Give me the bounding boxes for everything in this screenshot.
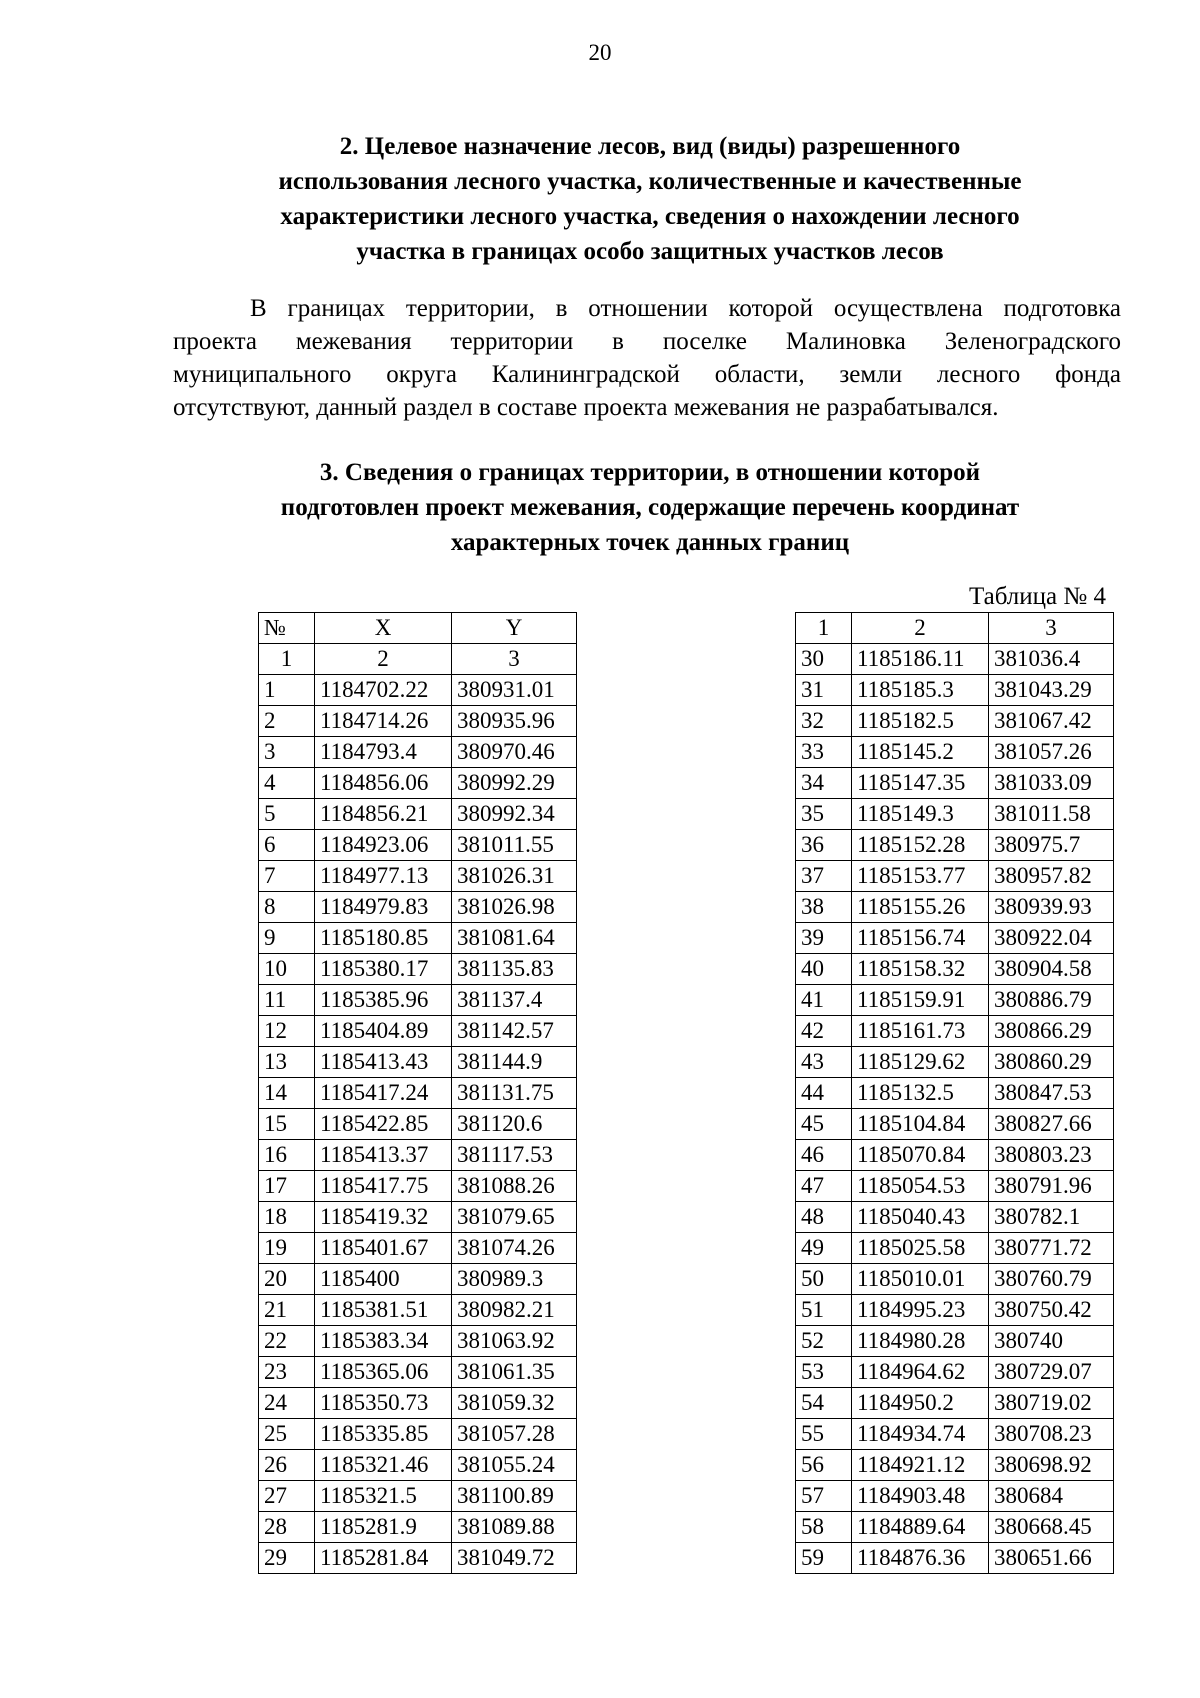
x-coordinate-cell: 1184934.74 bbox=[852, 1419, 989, 1450]
x-coordinate-cell: 1185281.84 bbox=[315, 1543, 452, 1574]
x-coordinate-cell: 1185182.5 bbox=[852, 706, 989, 737]
table-row bbox=[259, 1016, 577, 1047]
table-row bbox=[796, 799, 1114, 830]
y-coordinate-cell: 380782.1 bbox=[989, 1202, 1114, 1233]
x-coordinate-cell: 1185385.96 bbox=[315, 985, 452, 1016]
y-coordinate-cell: 380982.21 bbox=[452, 1295, 577, 1326]
point-number-cell: 59 bbox=[796, 1543, 852, 1574]
y-coordinate-cell: 381067.42 bbox=[989, 706, 1114, 737]
coordinates-table-right bbox=[795, 612, 1114, 1574]
section-2-heading-line: 2. Целевое назначение лесов, вид (виды) разрешенного bbox=[339, 133, 961, 160]
table-row bbox=[259, 1419, 577, 1450]
table-row bbox=[259, 1388, 577, 1419]
y-coordinate-cell: 381011.55 bbox=[452, 830, 577, 861]
header-cell-x: X bbox=[315, 613, 452, 644]
subheader-cell: 2 bbox=[315, 644, 452, 675]
table-row bbox=[259, 1481, 577, 1512]
point-number-cell: 41 bbox=[796, 985, 852, 1016]
x-coordinate-cell: 1185422.85 bbox=[315, 1109, 452, 1140]
point-number-cell: 58 bbox=[796, 1512, 852, 1543]
table-row bbox=[259, 892, 577, 923]
y-coordinate-cell: 381011.58 bbox=[989, 799, 1114, 830]
y-coordinate-cell: 380992.29 bbox=[452, 768, 577, 799]
y-coordinate-cell: 381117.53 bbox=[452, 1140, 577, 1171]
y-coordinate-cell: 380651.66 bbox=[989, 1543, 1114, 1574]
table-header-row bbox=[259, 613, 577, 644]
x-coordinate-cell: 1185417.75 bbox=[315, 1171, 452, 1202]
point-number-cell: 9 bbox=[259, 923, 315, 954]
point-number-cell: 20 bbox=[259, 1264, 315, 1295]
point-number-cell: 56 bbox=[796, 1450, 852, 1481]
x-coordinate-cell: 1185419.32 bbox=[315, 1202, 452, 1233]
table-row bbox=[796, 1450, 1114, 1481]
point-number-cell: 5 bbox=[259, 799, 315, 830]
table-row bbox=[259, 954, 577, 985]
y-coordinate-cell: 380970.46 bbox=[452, 737, 577, 768]
point-number-cell: 8 bbox=[259, 892, 315, 923]
header-cell: 2 bbox=[852, 613, 989, 644]
y-coordinate-cell: 380957.82 bbox=[989, 861, 1114, 892]
table-row bbox=[796, 954, 1114, 985]
table-header-row bbox=[796, 613, 1114, 644]
x-coordinate-cell: 1185070.84 bbox=[852, 1140, 989, 1171]
y-coordinate-cell: 381026.98 bbox=[452, 892, 577, 923]
point-number-cell: 40 bbox=[796, 954, 852, 985]
x-coordinate-cell: 1184889.64 bbox=[852, 1512, 989, 1543]
y-coordinate-cell: 381057.26 bbox=[989, 737, 1114, 768]
x-coordinate-cell: 1185400 bbox=[315, 1264, 452, 1295]
table-row bbox=[796, 830, 1114, 861]
point-number-cell: 28 bbox=[259, 1512, 315, 1543]
table-row bbox=[796, 923, 1114, 954]
table-row bbox=[259, 1109, 577, 1140]
table-row bbox=[259, 799, 577, 830]
point-number-cell: 50 bbox=[796, 1264, 852, 1295]
y-coordinate-cell: 381088.26 bbox=[452, 1171, 577, 1202]
point-number-cell: 23 bbox=[259, 1357, 315, 1388]
coordinates-table-left-body bbox=[259, 613, 577, 1574]
y-coordinate-cell: 381059.32 bbox=[452, 1388, 577, 1419]
x-coordinate-cell: 1185186.11 bbox=[852, 644, 989, 675]
point-number-cell: 6 bbox=[259, 830, 315, 861]
table-row bbox=[259, 1202, 577, 1233]
section-2-heading bbox=[200, 129, 1100, 269]
y-coordinate-cell: 380791.96 bbox=[989, 1171, 1114, 1202]
table-row bbox=[796, 737, 1114, 768]
y-coordinate-cell: 380860.29 bbox=[989, 1047, 1114, 1078]
x-coordinate-cell: 1184876.36 bbox=[852, 1543, 989, 1574]
y-coordinate-cell: 381131.75 bbox=[452, 1078, 577, 1109]
point-number-cell: 36 bbox=[796, 830, 852, 861]
table-row bbox=[796, 1233, 1114, 1264]
header-cell: 3 bbox=[989, 613, 1114, 644]
x-coordinate-cell: 1184980.28 bbox=[852, 1326, 989, 1357]
table-row bbox=[796, 1388, 1114, 1419]
table-row bbox=[796, 1264, 1114, 1295]
x-coordinate-cell: 1185149.3 bbox=[852, 799, 989, 830]
point-number-cell: 4 bbox=[259, 768, 315, 799]
table-caption: Таблица № 4 bbox=[968, 583, 1106, 610]
y-coordinate-cell: 381074.26 bbox=[452, 1233, 577, 1264]
table-row bbox=[796, 644, 1114, 675]
x-coordinate-cell: 1185413.43 bbox=[315, 1047, 452, 1078]
y-coordinate-cell: 380760.79 bbox=[989, 1264, 1114, 1295]
section-3-heading bbox=[200, 455, 1100, 560]
table-row bbox=[796, 1419, 1114, 1450]
table-row bbox=[796, 1512, 1114, 1543]
y-coordinate-cell: 381057.28 bbox=[452, 1419, 577, 1450]
y-coordinate-cell: 381120.6 bbox=[452, 1109, 577, 1140]
x-coordinate-cell: 1185321.5 bbox=[315, 1481, 452, 1512]
point-number-cell: 27 bbox=[259, 1481, 315, 1512]
x-coordinate-cell: 1184950.2 bbox=[852, 1388, 989, 1419]
table-row bbox=[259, 1295, 577, 1326]
table-row bbox=[259, 1171, 577, 1202]
section-2-heading-line: использования лесного участка, количественные и качественные bbox=[278, 168, 1022, 195]
table-row bbox=[796, 892, 1114, 923]
point-number-cell: 49 bbox=[796, 1233, 852, 1264]
point-number-cell: 44 bbox=[796, 1078, 852, 1109]
y-coordinate-cell: 381100.89 bbox=[452, 1481, 577, 1512]
table-row bbox=[796, 1326, 1114, 1357]
section-3-heading-line: 3. Сведения о границах территории, в отношении которой bbox=[319, 459, 981, 486]
x-coordinate-cell: 1185350.73 bbox=[315, 1388, 452, 1419]
y-coordinate-cell: 381049.72 bbox=[452, 1543, 577, 1574]
point-number-cell: 57 bbox=[796, 1481, 852, 1512]
point-number-cell: 13 bbox=[259, 1047, 315, 1078]
point-number-cell: 16 bbox=[259, 1140, 315, 1171]
y-coordinate-cell: 380708.23 bbox=[989, 1419, 1114, 1450]
table-row bbox=[259, 1047, 577, 1078]
x-coordinate-cell: 1185335.85 bbox=[315, 1419, 452, 1450]
y-coordinate-cell: 380698.92 bbox=[989, 1450, 1114, 1481]
table-row bbox=[796, 1481, 1114, 1512]
x-coordinate-cell: 1184995.23 bbox=[852, 1295, 989, 1326]
section-2-heading-line: характеристики лесного участка, сведения о нахождении лесного bbox=[280, 203, 1020, 230]
y-coordinate-cell: 381043.29 bbox=[989, 675, 1114, 706]
x-coordinate-cell: 1185158.32 bbox=[852, 954, 989, 985]
coordinates-table-right-body bbox=[796, 613, 1114, 1574]
point-number-cell: 21 bbox=[259, 1295, 315, 1326]
y-coordinate-cell: 381079.65 bbox=[452, 1202, 577, 1233]
x-coordinate-cell: 1184856.21 bbox=[315, 799, 452, 830]
x-coordinate-cell: 1185054.53 bbox=[852, 1171, 989, 1202]
subheader-cell: 1 bbox=[259, 644, 315, 675]
x-coordinate-cell: 1185040.43 bbox=[852, 1202, 989, 1233]
section-2-heading-line: участка в границах особо защитных участков лесов bbox=[356, 238, 944, 265]
x-coordinate-cell: 1185321.46 bbox=[315, 1450, 452, 1481]
x-coordinate-cell: 1184856.06 bbox=[315, 768, 452, 799]
y-coordinate-cell: 380935.96 bbox=[452, 706, 577, 737]
y-coordinate-cell: 380866.29 bbox=[989, 1016, 1114, 1047]
table-row bbox=[796, 861, 1114, 892]
point-number-cell: 55 bbox=[796, 1419, 852, 1450]
x-coordinate-cell: 1184923.06 bbox=[315, 830, 452, 861]
x-coordinate-cell: 1185159.91 bbox=[852, 985, 989, 1016]
table-row bbox=[259, 706, 577, 737]
x-coordinate-cell: 1185180.85 bbox=[315, 923, 452, 954]
y-coordinate-cell: 380803.23 bbox=[989, 1140, 1114, 1171]
y-coordinate-cell: 381142.57 bbox=[452, 1016, 577, 1047]
point-number-cell: 18 bbox=[259, 1202, 315, 1233]
x-coordinate-cell: 1185401.67 bbox=[315, 1233, 452, 1264]
point-number-cell: 46 bbox=[796, 1140, 852, 1171]
point-number-cell: 10 bbox=[259, 954, 315, 985]
section-2-paragraph bbox=[173, 292, 1121, 424]
point-number-cell: 43 bbox=[796, 1047, 852, 1078]
x-coordinate-cell: 1184921.12 bbox=[852, 1450, 989, 1481]
x-coordinate-cell: 1185129.62 bbox=[852, 1047, 989, 1078]
y-coordinate-cell: 381089.88 bbox=[452, 1512, 577, 1543]
point-number-cell: 15 bbox=[259, 1109, 315, 1140]
x-coordinate-cell: 1184979.83 bbox=[315, 892, 452, 923]
y-coordinate-cell: 380931.01 bbox=[452, 675, 577, 706]
table-row bbox=[796, 1140, 1114, 1171]
y-coordinate-cell: 380827.66 bbox=[989, 1109, 1114, 1140]
point-number-cell: 51 bbox=[796, 1295, 852, 1326]
y-coordinate-cell: 381063.92 bbox=[452, 1326, 577, 1357]
x-coordinate-cell: 1185010.01 bbox=[852, 1264, 989, 1295]
point-number-cell: 45 bbox=[796, 1109, 852, 1140]
subheader-cell: 3 bbox=[452, 644, 577, 675]
y-coordinate-cell: 381055.24 bbox=[452, 1450, 577, 1481]
point-number-cell: 31 bbox=[796, 675, 852, 706]
point-number-cell: 3 bbox=[259, 737, 315, 768]
point-number-cell: 12 bbox=[259, 1016, 315, 1047]
table-row bbox=[259, 768, 577, 799]
table-row bbox=[259, 861, 577, 892]
y-coordinate-cell: 380975.7 bbox=[989, 830, 1114, 861]
coordinates-table-left bbox=[258, 612, 577, 1574]
x-coordinate-cell: 1184702.22 bbox=[315, 675, 452, 706]
y-coordinate-cell: 380904.58 bbox=[989, 954, 1114, 985]
x-coordinate-cell: 1185025.58 bbox=[852, 1233, 989, 1264]
table-row bbox=[259, 1140, 577, 1171]
point-number-cell: 52 bbox=[796, 1326, 852, 1357]
x-coordinate-cell: 1185404.89 bbox=[315, 1016, 452, 1047]
table-row bbox=[796, 1543, 1114, 1574]
paragraph-line: В границах территории, в отношении которой осуществлена подготовка bbox=[250, 295, 1121, 322]
y-coordinate-cell: 380684 bbox=[989, 1481, 1114, 1512]
header-cell-y: Y bbox=[452, 613, 577, 644]
point-number-cell: 14 bbox=[259, 1078, 315, 1109]
y-coordinate-cell: 380740 bbox=[989, 1326, 1114, 1357]
table-row bbox=[259, 830, 577, 861]
y-coordinate-cell: 380729.07 bbox=[989, 1357, 1114, 1388]
table-row bbox=[796, 1016, 1114, 1047]
table-row bbox=[259, 1326, 577, 1357]
point-number-cell: 11 bbox=[259, 985, 315, 1016]
y-coordinate-cell: 380771.72 bbox=[989, 1233, 1114, 1264]
point-number-cell: 42 bbox=[796, 1016, 852, 1047]
y-coordinate-cell: 381033.09 bbox=[989, 768, 1114, 799]
paragraph-line: отсутствуют, данный раздел в составе проекта межевания не разрабатывался. bbox=[173, 394, 999, 421]
point-number-cell: 33 bbox=[796, 737, 852, 768]
table-row bbox=[796, 1171, 1114, 1202]
point-number-cell: 2 bbox=[259, 706, 315, 737]
x-coordinate-cell: 1184714.26 bbox=[315, 706, 452, 737]
header-cell-number: № bbox=[259, 613, 315, 644]
point-number-cell: 32 bbox=[796, 706, 852, 737]
paragraph-line: муниципального округа Калининградской области, земли лесного фонда bbox=[173, 361, 1121, 388]
point-number-cell: 25 bbox=[259, 1419, 315, 1450]
table-subheader-row bbox=[259, 644, 577, 675]
x-coordinate-cell: 1185147.35 bbox=[852, 768, 989, 799]
table-row bbox=[259, 985, 577, 1016]
table-row bbox=[796, 985, 1114, 1016]
point-number-cell: 35 bbox=[796, 799, 852, 830]
x-coordinate-cell: 1184793.4 bbox=[315, 737, 452, 768]
table-row bbox=[259, 1233, 577, 1264]
point-number-cell: 53 bbox=[796, 1357, 852, 1388]
y-coordinate-cell: 381036.4 bbox=[989, 644, 1114, 675]
table-row bbox=[259, 737, 577, 768]
point-number-cell: 19 bbox=[259, 1233, 315, 1264]
section-3-heading-line: подготовлен проект межевания, содержащие перечень координат bbox=[280, 494, 1020, 521]
point-number-cell: 17 bbox=[259, 1171, 315, 1202]
table-row bbox=[796, 1047, 1114, 1078]
x-coordinate-cell: 1184964.62 bbox=[852, 1357, 989, 1388]
point-number-cell: 34 bbox=[796, 768, 852, 799]
point-number-cell: 38 bbox=[796, 892, 852, 923]
paragraph-line: проекта межевания территории в поселке Малиновка Зеленоградского bbox=[173, 328, 1121, 355]
x-coordinate-cell: 1185156.74 bbox=[852, 923, 989, 954]
x-coordinate-cell: 1185104.84 bbox=[852, 1109, 989, 1140]
y-coordinate-cell: 380922.04 bbox=[989, 923, 1114, 954]
y-coordinate-cell: 380939.93 bbox=[989, 892, 1114, 923]
y-coordinate-cell: 380847.53 bbox=[989, 1078, 1114, 1109]
table-row bbox=[259, 1264, 577, 1295]
x-coordinate-cell: 1185380.17 bbox=[315, 954, 452, 985]
x-coordinate-cell: 1185281.9 bbox=[315, 1512, 452, 1543]
point-number-cell: 48 bbox=[796, 1202, 852, 1233]
point-number-cell: 22 bbox=[259, 1326, 315, 1357]
x-coordinate-cell: 1185383.34 bbox=[315, 1326, 452, 1357]
x-coordinate-cell: 1185155.26 bbox=[852, 892, 989, 923]
table-row bbox=[796, 675, 1114, 706]
y-coordinate-cell: 381137.4 bbox=[452, 985, 577, 1016]
point-number-cell: 30 bbox=[796, 644, 852, 675]
point-number-cell: 37 bbox=[796, 861, 852, 892]
point-number-cell: 1 bbox=[259, 675, 315, 706]
table-row bbox=[796, 1109, 1114, 1140]
x-coordinate-cell: 1185417.24 bbox=[315, 1078, 452, 1109]
table-row bbox=[796, 1078, 1114, 1109]
x-coordinate-cell: 1185185.3 bbox=[852, 675, 989, 706]
y-coordinate-cell: 380668.45 bbox=[989, 1512, 1114, 1543]
table-row bbox=[259, 1078, 577, 1109]
point-number-cell: 47 bbox=[796, 1171, 852, 1202]
y-coordinate-cell: 381081.64 bbox=[452, 923, 577, 954]
table-row bbox=[796, 1357, 1114, 1388]
page-number: 20 bbox=[588, 40, 612, 65]
table-row bbox=[796, 1295, 1114, 1326]
table-row bbox=[796, 1202, 1114, 1233]
y-coordinate-cell: 381026.31 bbox=[452, 861, 577, 892]
y-coordinate-cell: 381135.83 bbox=[452, 954, 577, 985]
table-row bbox=[796, 706, 1114, 737]
x-coordinate-cell: 1185161.73 bbox=[852, 1016, 989, 1047]
table-row bbox=[259, 1512, 577, 1543]
y-coordinate-cell: 380992.34 bbox=[452, 799, 577, 830]
x-coordinate-cell: 1185381.51 bbox=[315, 1295, 452, 1326]
x-coordinate-cell: 1184977.13 bbox=[315, 861, 452, 892]
table-row bbox=[259, 1450, 577, 1481]
point-number-cell: 7 bbox=[259, 861, 315, 892]
y-coordinate-cell: 380719.02 bbox=[989, 1388, 1114, 1419]
y-coordinate-cell: 381061.35 bbox=[452, 1357, 577, 1388]
x-coordinate-cell: 1185365.06 bbox=[315, 1357, 452, 1388]
x-coordinate-cell: 1185153.77 bbox=[852, 861, 989, 892]
table-row bbox=[259, 675, 577, 706]
point-number-cell: 29 bbox=[259, 1543, 315, 1574]
point-number-cell: 24 bbox=[259, 1388, 315, 1419]
x-coordinate-cell: 1184903.48 bbox=[852, 1481, 989, 1512]
table-row bbox=[259, 1543, 577, 1574]
x-coordinate-cell: 1185413.37 bbox=[315, 1140, 452, 1171]
y-coordinate-cell: 381144.9 bbox=[452, 1047, 577, 1078]
table-row bbox=[259, 1357, 577, 1388]
point-number-cell: 26 bbox=[259, 1450, 315, 1481]
y-coordinate-cell: 380886.79 bbox=[989, 985, 1114, 1016]
section-3-heading-line: характерных точек данных границ bbox=[450, 529, 850, 556]
point-number-cell: 39 bbox=[796, 923, 852, 954]
y-coordinate-cell: 380989.3 bbox=[452, 1264, 577, 1295]
table-row bbox=[259, 923, 577, 954]
x-coordinate-cell: 1185132.5 bbox=[852, 1078, 989, 1109]
x-coordinate-cell: 1185145.2 bbox=[852, 737, 989, 768]
x-coordinate-cell: 1185152.28 bbox=[852, 830, 989, 861]
header-cell: 1 bbox=[796, 613, 852, 644]
y-coordinate-cell: 380750.42 bbox=[989, 1295, 1114, 1326]
point-number-cell: 54 bbox=[796, 1388, 852, 1419]
table-row bbox=[796, 768, 1114, 799]
